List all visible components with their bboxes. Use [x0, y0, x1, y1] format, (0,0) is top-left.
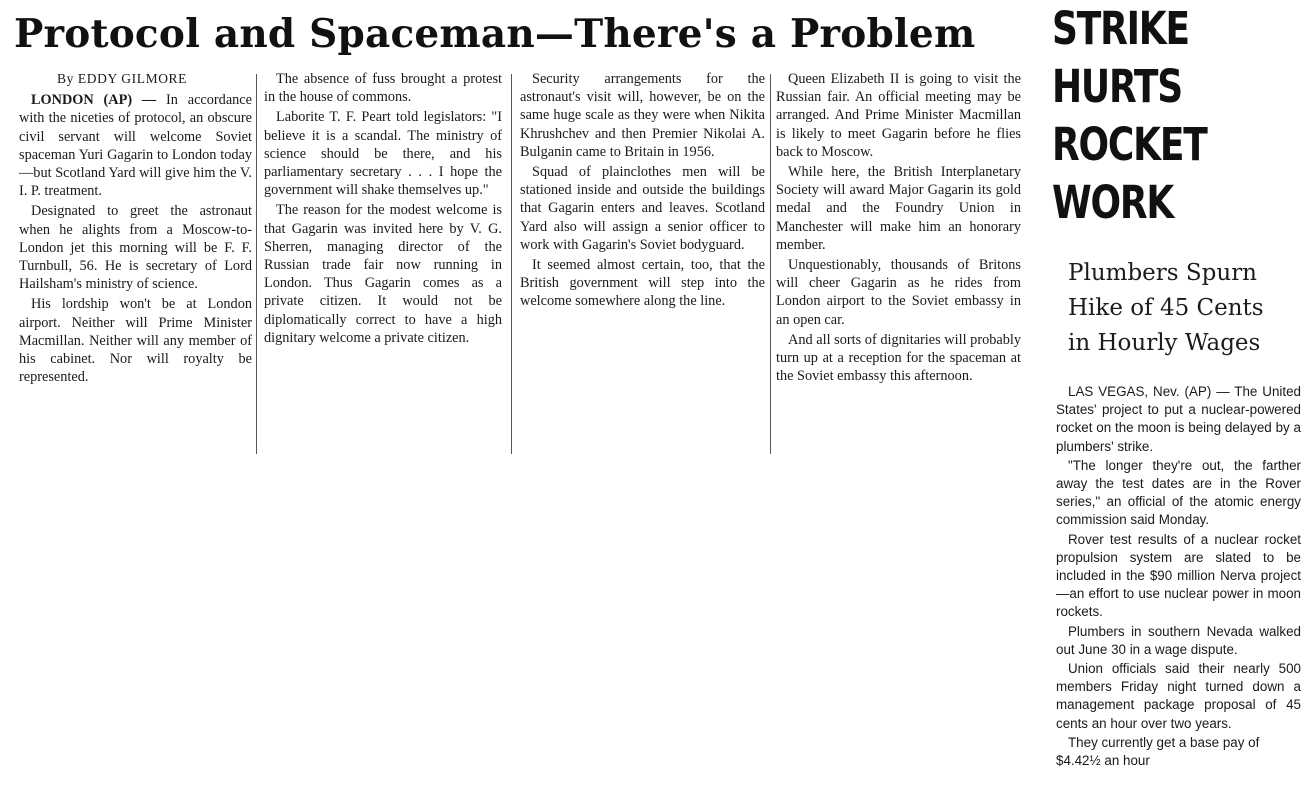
- gagarin-story: [14, 4, 1026, 490]
- story-paragraph: His lordship won't be at London airport. Neither will Prime Minister Macmillan. Neither will any member of his cabinet. Nor will royalty be represented.: [19, 296, 252, 386]
- story-paragraph: LAS VEGAS, Nev. (AP) — The United States' project to put a nuclear-powered rocket on the moon is being delayed by a plumbers' strike.: [1056, 384, 1301, 454]
- deck-line: in Hourly Wages: [1068, 330, 1261, 356]
- strike-headline-text: STRIKE HURTS ROCKET WORK: [1052, 2, 1207, 229]
- gagarin-headline: Protocol and Spaceman—There's a Problem: [14, 11, 976, 57]
- gagarin-columns: [14, 70, 1026, 490]
- story-paragraph: The absence of fuss brought a protest in the house of commons.: [264, 71, 502, 106]
- lead-text: In accordance with the niceties of protocol, an obscure civil servant will welcome Soviet spaceman Yuri Gagarin to London today—but Scotland Yard will give him the V. I. P. treatment.: [19, 92, 252, 200]
- strike-deck: [1068, 256, 1302, 361]
- strike-story: [1052, 0, 1302, 771]
- column-rule: [256, 74, 257, 454]
- byline: By EDDY GILMORE: [57, 71, 187, 86]
- story-paragraph: Rover test results of a nuclear rocket propulsion system are slated to be included in the $90 million Nerva project—an effort to use nuclear power in moon rockets.: [1056, 531, 1301, 620]
- story-paragraph: Security arrangements for the astronaut's visit will, however, be on the same huge scale as they were when Nikita Khrushchev and then Premier Nikolai A. Bulganin came to Britain in 1956.: [520, 71, 765, 160]
- story-paragraph: The reason for the modest welcome is that Gagarin was invited here by V. G. Sherren, managing director of the Russian trade fair now running in London. Thus Gagarin comes as a private citizen. It would not be diplomatically correct to have a high dignitary welcome a private citizen.: [264, 202, 502, 346]
- story-paragraph: Unquestionably, thousands of Britons will cheer Gagarin as he rides from London airport to the Soviet embassy in an open car.: [776, 257, 1021, 328]
- story-paragraph: Queen Elizabeth II is going to visit the Russian fair. An official meeting may be arranged. And Prime Minister Macmillan is likely to meet Gagarin before he flies back to Moscow.: [776, 71, 1021, 160]
- strike-headline: [1052, 0, 1252, 232]
- story-paragraph: Laborite T. F. Peart told legislators: "I believe it is a scandal. The ministry of science should be there, and his parliamentary secretary . . . I hope the government will shake themselves up.": [264, 109, 502, 199]
- deck-line: Hike of 45 Cents: [1068, 295, 1264, 321]
- deck-line: Plumbers Spurn: [1068, 260, 1257, 286]
- story-paragraph: They currently get a base pay of $4.42½ an hour: [1056, 734, 1260, 769]
- strike-body: [1056, 383, 1301, 770]
- story-paragraph: "The longer they're out, the farther away the test dates are in the Rover series," an official of the atomic energy commission said Monday.: [1056, 457, 1301, 528]
- story-paragraph: Squad of plainclothes men will be stationed inside and outside the buildings that Gagarin enters and leaves. Scotland Yard also will assign a senior officer to work with Gagarin's Soviet bodyguard.: [520, 164, 765, 253]
- column-4: [776, 70, 1021, 387]
- column-2: [264, 70, 502, 349]
- story-paragraph: It seemed almost certain, too, that the British government will step into the welcome somewhere along the line.: [520, 257, 765, 310]
- dateline: LONDON (AP) —: [31, 92, 157, 109]
- lead-paragraph: [19, 91, 252, 200]
- column-3: [520, 70, 765, 313]
- story-paragraph: Union officials said their nearly 500 members Friday night turned down a management package proposal of 45 cents an hour over two years.: [1056, 661, 1301, 731]
- story-paragraph: Designated to greet the astronaut when he alights from a Moscow-to-London jet this morning will be F. F. Turnbull, 56. He is secretary of Lord Hailsham's ministry of science.: [19, 203, 252, 293]
- story-paragraph: While here, the British Interplanetary Society will award Major Gagarin its gold medal and the Foundry Union in Manchester will make him an honorary member.: [776, 164, 1021, 253]
- column-rule: [770, 74, 771, 454]
- column-1: [19, 70, 252, 388]
- story-paragraph: And all sorts of dignitaries will probably turn up at a reception for the spaceman at the Soviet embassy this afternoon.: [776, 331, 1021, 385]
- column-rule: [511, 74, 512, 454]
- story-paragraph: Plumbers in southern Nevada walked out June 30 in a wage dispute.: [1056, 623, 1301, 657]
